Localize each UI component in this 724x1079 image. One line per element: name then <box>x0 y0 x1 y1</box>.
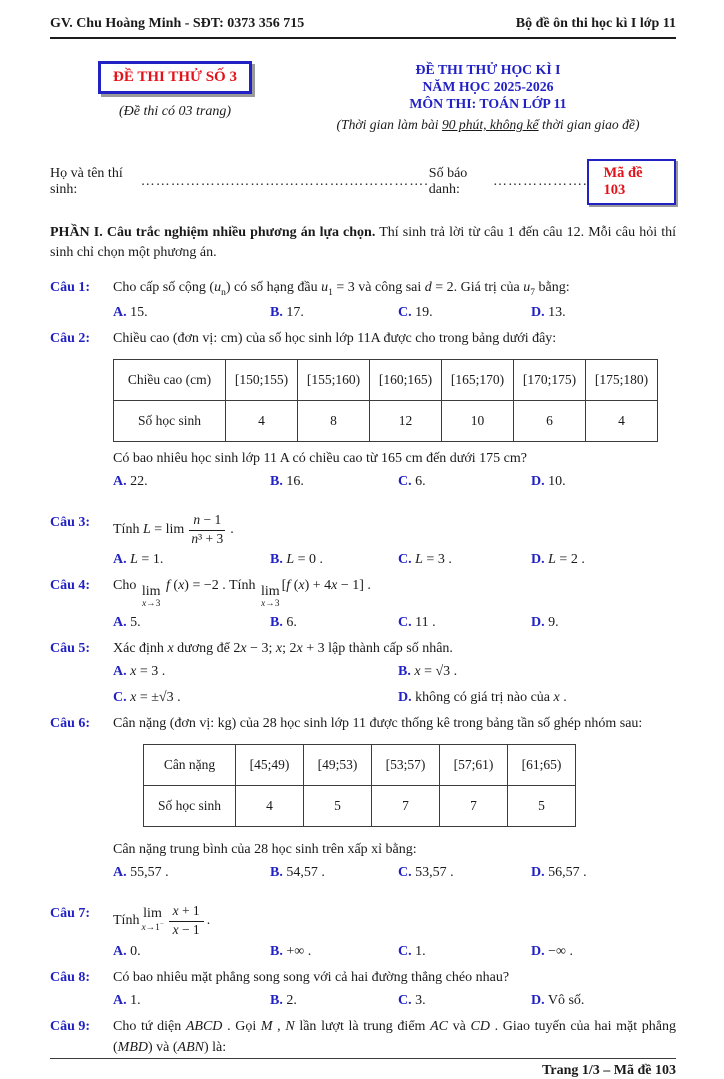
option-text: 11 . <box>415 614 436 630</box>
option-text: x = √3 . <box>414 663 458 679</box>
option-c <box>398 990 531 1011</box>
table-cell: [175;180) <box>586 359 658 400</box>
table-cell: Chiều cao (cm) <box>114 359 226 400</box>
math-text: [f (x) + 4x − 1] . <box>281 578 371 594</box>
table-row <box>144 785 576 826</box>
page-header <box>50 16 676 39</box>
question-6-body2: Cân nặng trung bình của 28 học sinh trên xấp xỉ bằng: <box>113 841 417 857</box>
table-cell: Số học sinh <box>114 400 226 441</box>
option-b <box>270 549 398 570</box>
option-text: 10. <box>548 473 566 489</box>
limit-subscript: x→1− <box>141 921 164 934</box>
option-letter: A. <box>113 864 127 880</box>
question-7-content <box>113 903 676 962</box>
table-cell: 4 <box>236 785 304 826</box>
question-6 <box>50 713 676 883</box>
limit-subscript: x→3 <box>261 599 280 610</box>
option-text: 1. <box>415 943 426 959</box>
option-c <box>398 302 531 323</box>
question-8 <box>50 967 676 1011</box>
option-text: L = 3 . <box>415 552 452 568</box>
exam-number-box: ĐỀ THI THỬ SỐ 3 <box>98 61 252 94</box>
question-9-content <box>113 1016 676 1058</box>
question-2 <box>50 328 676 492</box>
question-5 <box>50 638 676 708</box>
option-letter: A. <box>113 473 127 489</box>
option-letter: A. <box>113 552 127 568</box>
title-left-column <box>50 61 300 133</box>
weight-frequency-table <box>143 744 576 827</box>
option-text: 15. <box>130 304 148 320</box>
table-cell: [155;160) <box>298 359 370 400</box>
option-c <box>113 687 398 708</box>
option-a <box>113 862 270 883</box>
option-text: 1. <box>130 992 141 1008</box>
weight-table-wrap <box>113 744 676 827</box>
math-text: f (x) = −2 . Tính <box>166 578 259 594</box>
table-cell: [57;61) <box>440 744 508 785</box>
option-a <box>113 612 270 633</box>
question-5-body: Xác định x dương để 2x − 3; x; 2x + 3 lập thành cấp số nhân. <box>113 640 453 656</box>
question-6-options <box>113 862 676 883</box>
option-text: 22. <box>130 473 148 489</box>
page-footer <box>50 1058 676 1079</box>
table-cell: Số học sinh <box>144 785 236 826</box>
student-name-leader: ……………….……….………….……………. <box>140 174 429 189</box>
pages-note: (Đề thi có 03 trang) <box>119 104 231 119</box>
part1-intro <box>50 223 676 264</box>
option-d <box>531 612 676 633</box>
height-table-wrap <box>113 359 676 442</box>
question-1-body: Cho cấp số cộng $(u_n)$ có số hạng đầu $u_1 = 3$ và công sai d = 2. Giá trị của $u_7$ bằng: <box>113 279 570 298</box>
limit-operator: lim <box>141 584 161 600</box>
table-cell: 5 <box>508 785 576 826</box>
table-row <box>114 359 658 400</box>
option-d <box>531 549 676 570</box>
option-letter: D. <box>531 992 545 1008</box>
option-d <box>531 941 676 962</box>
option-a <box>113 302 270 323</box>
question-8-label: Câu 8: <box>50 969 91 985</box>
question-1-label: Câu 1: <box>50 279 91 295</box>
option-text: 6. <box>415 473 426 489</box>
option-letter: C. <box>398 473 412 489</box>
option-b <box>270 990 398 1011</box>
question-6-body: Cân nặng (đơn vị: kg) của 28 học sinh lớp 11 được thống kê trong bảng tần số ghép nhóm sau: <box>113 715 643 731</box>
option-text: 54,57 . <box>286 864 325 880</box>
table-cell: 4 <box>226 400 298 441</box>
option-text: 5. <box>130 614 141 630</box>
option-text: x = ±√3 . <box>130 689 181 705</box>
option-c <box>398 612 531 633</box>
student-id-label: Số báo danh: <box>428 166 468 197</box>
option-text: x = 3 . <box>130 663 166 679</box>
student-id-leader: ………………. <box>492 174 588 189</box>
option-a <box>113 941 270 962</box>
table-cell: Cân nặng <box>144 744 236 785</box>
option-a <box>113 549 270 570</box>
option-a <box>113 990 270 1011</box>
table-cell: [160;165) <box>370 359 442 400</box>
option-text: 9. <box>548 614 559 630</box>
question-1 <box>50 277 676 323</box>
option-b <box>270 862 398 883</box>
table-cell: 6 <box>514 400 586 441</box>
option-letter: D. <box>531 614 545 630</box>
option-c <box>398 471 531 492</box>
question-1-options <box>113 302 676 323</box>
option-text: 56,57 . <box>548 864 587 880</box>
option-d <box>398 687 676 708</box>
question-7 <box>50 903 676 962</box>
fraction <box>187 512 227 548</box>
limit-operator: lim <box>143 906 162 922</box>
fraction-denominator: n³ + 3 <box>191 530 224 546</box>
question-3-body <box>113 512 676 548</box>
question-2-body2: Có bao nhiêu học sinh lớp 11 A có chiều cao từ 165 cm đến dưới 175 cm? <box>113 450 527 466</box>
option-text: L = 2 . <box>548 552 585 568</box>
question-3-label: Câu 3: <box>50 514 91 530</box>
option-letter: D. <box>531 304 545 320</box>
table-row <box>144 744 576 785</box>
question-2-content <box>113 328 676 492</box>
option-b <box>398 661 676 682</box>
fraction-numerator: x + 1 <box>169 903 204 922</box>
question-2-body: Chiều cao (đơn vị: cm) của số học sinh lớp 11A được cho trong bảng dưới đây: <box>113 330 557 346</box>
option-text: 2. <box>286 992 297 1008</box>
question-7-options <box>113 941 676 962</box>
option-letter: D. <box>531 943 545 959</box>
question-8-options <box>113 990 676 1011</box>
table-cell: 12 <box>370 400 442 441</box>
option-b <box>270 941 398 962</box>
table-cell: 5 <box>304 785 372 826</box>
question-7-body <box>113 903 676 939</box>
table-cell: [45;49) <box>236 744 304 785</box>
option-text: +∞ . <box>286 943 312 959</box>
question-8-content <box>113 967 676 1011</box>
table-cell: [53;57) <box>372 744 440 785</box>
option-letter: D. <box>531 473 545 489</box>
option-text: 17. <box>286 304 304 320</box>
option-letter: C. <box>398 864 412 880</box>
table-cell: 8 <box>298 400 370 441</box>
option-b <box>270 612 398 633</box>
option-a <box>113 471 270 492</box>
limit-block <box>261 585 280 610</box>
option-letter: A. <box>113 663 127 679</box>
option-text: 0. <box>130 943 141 959</box>
option-letter: C. <box>398 614 412 630</box>
exam-title-line2: NĂM HỌC 2025-2026 <box>422 79 554 94</box>
option-text: 53,57 . <box>415 864 454 880</box>
table-cell: 4 <box>586 400 658 441</box>
table-cell: [170;175) <box>514 359 586 400</box>
option-letter: B. <box>270 614 283 630</box>
limit-subscript: x→3 <box>141 599 161 610</box>
option-text: 19. <box>415 304 433 320</box>
table-cell: [165;170) <box>442 359 514 400</box>
limit-operator: lim <box>260 584 280 600</box>
title-right-column <box>300 61 676 133</box>
math-text: . <box>206 913 211 929</box>
question-4-options <box>113 612 676 633</box>
option-b <box>270 471 398 492</box>
option-letter: A. <box>113 943 127 959</box>
math-text: Tính L = lim <box>113 522 185 538</box>
question-9-label: Câu 9: <box>50 1018 91 1034</box>
table-cell: 10 <box>442 400 514 441</box>
option-letter: B. <box>270 552 283 568</box>
question-5-content <box>113 638 676 708</box>
question-6-content <box>113 713 676 883</box>
header-teacher-info: GV. Chu Hoàng Minh - SĐT: 0373 356 715 <box>50 16 305 31</box>
option-letter: A. <box>113 304 127 320</box>
option-c <box>398 549 531 570</box>
question-3-options <box>113 549 676 570</box>
table-cell: 7 <box>372 785 440 826</box>
title-section <box>50 61 676 133</box>
option-text: 6. <box>286 614 297 630</box>
question-9-body: Cho tứ diện ABCD . Gọi M , N lần lượt là trung điểm AC và CD . Giao tuyến của hai mặt phẳng (MBD) và (ABN) là: <box>113 1018 677 1055</box>
fraction-numerator: n − 1 <box>189 512 225 531</box>
part1-description: Thí sinh trả lời từ câu 1 đến câu 12. Mỗi câu hỏi thí sinh chỉ chọn một phương án. <box>50 225 676 261</box>
option-letter: D. <box>531 864 545 880</box>
table-cell: [150;155) <box>226 359 298 400</box>
option-letter: C. <box>398 304 412 320</box>
option-d <box>531 471 676 492</box>
question-4-body <box>113 575 676 610</box>
question-2-label: Câu 2: <box>50 330 91 346</box>
option-letter: C. <box>113 689 127 705</box>
part1-heading: PHẦN I. Câu trắc nghiệm nhiều phương án lựa chọn. <box>50 225 376 240</box>
option-text: −∞ . <box>548 943 574 959</box>
question-1-content <box>113 277 676 323</box>
question-2-options <box>113 471 676 492</box>
question-4-label: Câu 4: <box>50 578 91 594</box>
question-8-body: Có bao nhiêu mặt phẳng song song với cả hai đường thẳng chéo nhau? <box>113 969 510 985</box>
question-6-label: Câu 6: <box>50 715 91 731</box>
option-letter: B. <box>270 864 283 880</box>
option-text: L = 1. <box>130 552 164 568</box>
option-letter: C. <box>398 552 412 568</box>
option-letter: C. <box>398 943 412 959</box>
fraction <box>169 903 204 939</box>
option-letter: B. <box>270 992 283 1008</box>
option-text: L = 0 . <box>286 552 324 568</box>
option-a <box>113 661 398 682</box>
option-letter: B. <box>270 943 283 959</box>
option-text: 16. <box>286 473 304 489</box>
option-letter: D. <box>398 689 412 705</box>
time-note: (Thời gian làm bài 90 phút, không kể thời gian giao đề) <box>336 117 640 132</box>
option-text: 13. <box>548 304 566 320</box>
question-9 <box>50 1016 676 1058</box>
table-row <box>114 400 658 441</box>
math-text: Tính <box>113 913 140 929</box>
student-info-row <box>50 159 676 205</box>
option-letter: B. <box>270 473 283 489</box>
option-d <box>531 990 676 1011</box>
option-text: không có giá trị nào của x . <box>415 689 567 705</box>
math-text: . <box>230 522 234 538</box>
questions <box>50 272 676 1058</box>
option-text: Vô số. <box>547 992 585 1008</box>
question-3 <box>50 512 676 571</box>
question-7-label: Câu 7: <box>50 905 91 921</box>
option-text: 3. <box>415 992 426 1008</box>
option-letter: D. <box>531 552 545 568</box>
math-text: Cho <box>113 578 140 594</box>
question-5-label: Câu 5: <box>50 640 91 656</box>
option-letter: B. <box>270 304 283 320</box>
question-3-content <box>113 512 676 571</box>
option-d <box>531 862 676 883</box>
limit-block <box>142 585 161 610</box>
option-letter: A. <box>113 992 127 1008</box>
exam-title-line1: ĐỀ THI THỬ HỌC KÌ I <box>415 62 561 77</box>
option-d <box>531 302 676 323</box>
table-cell: [49;53) <box>304 744 372 785</box>
option-letter: C. <box>398 992 412 1008</box>
header-collection-title: Bộ đề ôn thi học kì I lớp 11 <box>515 16 676 31</box>
table-cell: 7 <box>440 785 508 826</box>
option-text: 55,57 . <box>130 864 169 880</box>
question-4 <box>50 575 676 633</box>
page-number: Trang 1/3 – Mã đề 103 <box>542 1062 676 1078</box>
exam-title-line3: MÔN THI: TOÁN LỚP 11 <box>409 96 567 111</box>
height-frequency-table <box>113 359 658 442</box>
limit-block <box>141 907 163 934</box>
exam-code-box: Mã đề 103 <box>587 159 676 205</box>
option-letter: A. <box>113 614 127 630</box>
fraction-denominator: x − 1 <box>172 921 200 937</box>
option-c <box>398 941 531 962</box>
question-4-content <box>113 575 676 633</box>
table-cell: [61;65) <box>508 744 576 785</box>
option-c <box>398 862 531 883</box>
question-5-options <box>113 661 676 708</box>
option-letter: B. <box>398 663 411 679</box>
student-name-label: Họ và tên thí sinh: <box>50 166 123 197</box>
option-b <box>270 302 398 323</box>
